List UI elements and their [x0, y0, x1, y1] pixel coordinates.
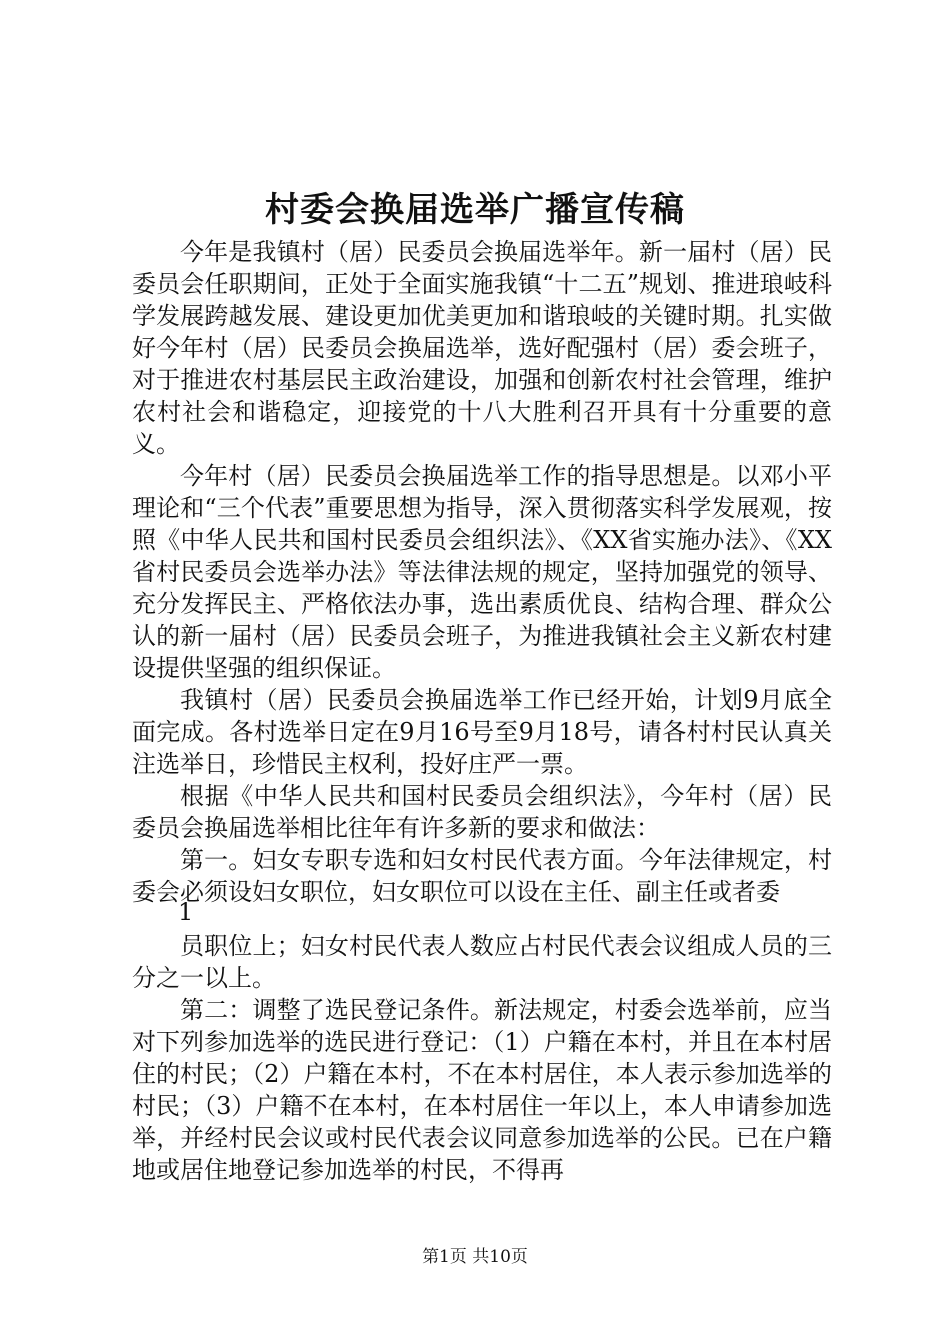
paragraph-schedule: 我镇村（居）民委员会换届选举工作已经开始，计划9月底全面完成。各村选举日定在9月16号至9月18号，请各村村民认真关注选举日，珍惜民主权利，投好庄严一票。 — [132, 686, 832, 778]
body-section-1 — [132, 236, 832, 908]
paragraph-point-one: 第一。妇女专职专选和妇女村民代表方面。今年法律规定，村委会必须设妇女职位，妇女职位可以设在主任、副主任或者委 — [132, 846, 832, 906]
paragraph-point-two: 第二：调整了选民登记条件。新法规定，村委会选举前，应当对下列参加选举的选民进行登记：（1）户籍在本村，并且在本村居住的村民；（2）户籍在本村，不在本村居住，本人表示参加选举的村民；（3）户籍不在本村，在本村居住一年以上，本人申请参加选举，并经村民会议或村民代表会议同意参加选举的公民。已在户籍地或居住地登记参加选举的村民，不得再 — [132, 996, 832, 1184]
page-footer: 第1页 共10页 — [422, 1247, 528, 1267]
paragraph-guiding-ideology: 今年村（居）民委员会换届选举工作的指导思想是。以邓小平理论和“三个代表”重要思想为指导，深入贯彻落实科学发展观，按照《中华人民共和国村民委员会组织法》、《XX省实施办法》、《XX省村民委员会选举办法》等法律法规的规定，坚持加强党的领导、充分发挥民主、严格依法办事，选出素质优良、结构合理、群众公认的新一届村（居）民委员会班子，为推进我镇社会主义新农村建设提供坚强的组织保证。 — [132, 462, 832, 682]
body-section-2 — [132, 930, 832, 1186]
inline-page-number: 1 — [178, 898, 194, 926]
paragraph-intro: 今年是我镇村（居）民委员会换届选举年。新一届村（居）民委员会任职期间，正处于全面实施我镇“十二五”规划、推进琅岐科学发展跨越发展、建设更加优美更加和谐琅岐的关键时期。扎实做好今年村（居）民委员会换届选举，选好配强村（居）委会班子，对于推进农村基层民主政治建设，加强和创新农村社会管理，维护农村社会和谐稳定，迎接党的十八大胜利召开具有十分重要的意义。 — [132, 238, 832, 458]
document-title: 村委会换届选举广播宣传稿 — [265, 190, 685, 230]
paragraph-new-requirements: 根据《中华人民共和国村民委员会组织法》，今年村（居）民委员会换届选举相比往年有许多新的要求和做法： — [132, 782, 832, 842]
paragraph-point-one-continued: 员职位上；妇女村民代表人数应占村民代表会议组成人员的三分之一以上。 — [132, 932, 832, 992]
